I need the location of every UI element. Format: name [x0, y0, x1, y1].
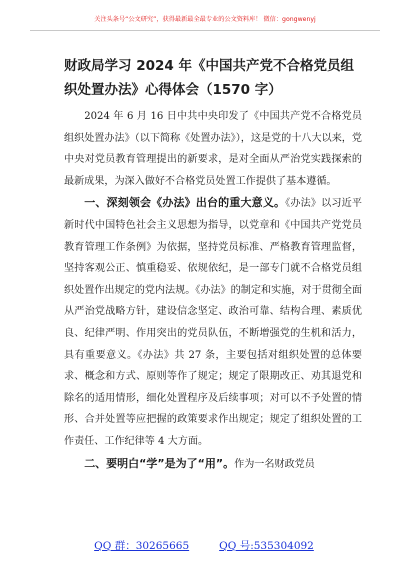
section-1-paragraph	[64, 192, 362, 452]
section-2-paragraph	[64, 453, 362, 476]
qq-group-link[interactable]: QQ 群：30265665	[94, 540, 190, 552]
section-2-text: 作为一名财政党员	[234, 458, 315, 470]
intro-paragraph: 2024 年 6 月 16 日中共中央印发了《中国共产党不合格党员组织处置办法》（以下简称《处置办法》），这是党的十八大以来，党中央对党员教育管理提出的新要求，是对全面从严治党实践探索的最新成果，为深入做好不合格党员处置工作提供了基本遵循。	[64, 111, 362, 187]
top-banner	[30, 6, 380, 31]
document-body	[64, 106, 362, 475]
section-1-heading: 一、深刻领会《办法》出台的重大意义。	[84, 196, 286, 210]
document-title: 财政局学习 2024 年《中国共产党不合格党员组织处置办法》心得体会（1570 字）	[64, 58, 354, 98]
section-1-text: 《办法》以习近平新时代中国特色社会主义思想为指导，以党章和《中国共产党党员教育管理工作条例》为依据，坚持党员标准、严格教育管理监督，坚持客观公正、慎重稳妥、依规依纪，是一部专门就不合格党员组织处置作出规定的党内法规。《办法》的制定和实施，对于贯彻全面从严治党战略方针，建设信念坚定、政治可靠、结构合理、素质优良、纪律严明、作用突出的党员队伍，不断增强党的生机和活力，具有重要意义。《办法》共 27 条，主要包括对组织处置的总体要求、概念和方式、原则等作了规定；规定了限期改正、劝其退党和除名的适用情形，细化处置程序及后续事项；对可以不予处置的情形、合并处置等应把握的政策要求作出规定；规定了组织处置的工作责任、工作纪律等 4 大方面。	[64, 198, 363, 447]
banner-text: 关注头条号“公文研究”，获得最新最全最专业的公文资料库！ 微信：gongwenyj	[94, 15, 316, 23]
section-2-heading: 二、要明白“学”是为了“用”。	[84, 456, 235, 470]
qq-number-link[interactable]: QQ 号:535304092	[219, 540, 314, 552]
footer-contacts	[0, 538, 408, 558]
